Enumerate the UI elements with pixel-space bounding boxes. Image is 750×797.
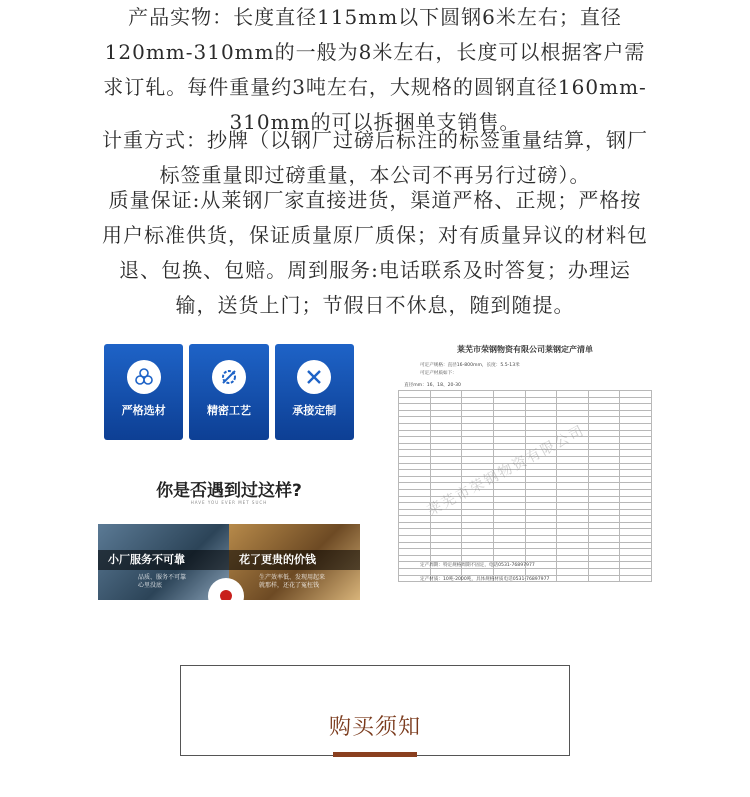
question-heading: 你是否遇到过这样? bbox=[156, 481, 302, 501]
product-paragraph: 产品实物：长度直径115mm以下圆钢6米左右；直径120mm-310mm的一般为8米左右，长度可以根据客户需求订轧。每件重量约3吨左右，大规格的圆钢直径160mm-310mm的可以拆捆单支销售。 bbox=[103, 5, 647, 134]
table-row bbox=[399, 549, 652, 556]
notice-underline bbox=[333, 752, 417, 757]
feature-card-craft bbox=[189, 344, 268, 440]
document-table bbox=[398, 390, 652, 582]
ruler-pencil-icon bbox=[297, 360, 331, 394]
feature-card-custom bbox=[275, 344, 354, 440]
document-diameter-line: 直径mm：16、18、20-30 bbox=[404, 383, 461, 388]
table-row bbox=[399, 529, 652, 536]
table-row bbox=[399, 437, 652, 444]
problem-panel-price bbox=[229, 524, 360, 600]
document-spec-line: 可定产规格：直径16-800mm，长度：5.5-13米 bbox=[420, 363, 520, 368]
table-row bbox=[399, 397, 652, 404]
table-row bbox=[399, 542, 652, 549]
problem-panel-title: 小厂服务不可靠 bbox=[98, 550, 229, 570]
gear-wrench-icon bbox=[212, 360, 246, 394]
table-row bbox=[399, 522, 652, 529]
document-watermark: 莱芜市荣钢物资有限公司 bbox=[425, 422, 588, 520]
table-row bbox=[399, 423, 652, 430]
table-row bbox=[399, 410, 652, 417]
product-list-document bbox=[398, 340, 652, 602]
problem-panel-desc: 品质、服务不可靠 心里没底 bbox=[138, 574, 187, 589]
feature-cards bbox=[104, 344, 354, 440]
feature-card-label: 严格选材 bbox=[121, 404, 166, 417]
document-material-line: 可定产材质如下： bbox=[420, 371, 457, 376]
promo-image bbox=[98, 338, 360, 600]
problem-panel-title: 花了更贵的价钱 bbox=[229, 550, 360, 570]
feature-card-label: 精密工艺 bbox=[206, 404, 251, 417]
quality-paragraph: 质量保证:从莱钢厂家直接进货，渠道严格、正规；严格按用户标准供货，保证质量原厂质保；对有质量异议的材料包退、包换、包赔。周到服务:电话联系及时答复；办理运输，送货上门；节假日不休息，随到随提。 bbox=[102, 188, 648, 317]
document-footer-period: 定产周期：特定规格周期不固定，电话0531-76897977 bbox=[420, 563, 535, 568]
question-subheading: HAVE YOU EVER MET SUCH bbox=[190, 500, 268, 505]
table-row bbox=[399, 404, 652, 411]
table-row bbox=[399, 555, 652, 562]
feature-card-material bbox=[104, 344, 183, 440]
table-row bbox=[399, 391, 652, 398]
table-row bbox=[399, 483, 652, 490]
table-row bbox=[399, 417, 652, 424]
document-title: 莱芜市荣钢物资有限公司莱钢定产清单 bbox=[457, 345, 593, 354]
weighing-paragraph: 计重方式：抄牌（以钢厂过磅后标注的标签重量结算，钢厂标签重量即过磅重量，本公司不再另行过磅）。 bbox=[102, 128, 648, 187]
circles-icon bbox=[127, 360, 161, 394]
feature-card-label: 承接定制 bbox=[292, 404, 337, 417]
document-footer-material: 定产材质：10吨-2000吨，具体规格材质电话0531-76897977 bbox=[420, 577, 550, 582]
notice-title: 购买须知 bbox=[328, 715, 421, 740]
table-row bbox=[399, 476, 652, 483]
table-row bbox=[399, 569, 652, 576]
table-row bbox=[399, 430, 652, 437]
problem-panel-desc: 生产效率低、发现用起来 就那样，还花了冤枉钱 bbox=[259, 574, 326, 589]
table-row bbox=[399, 536, 652, 543]
